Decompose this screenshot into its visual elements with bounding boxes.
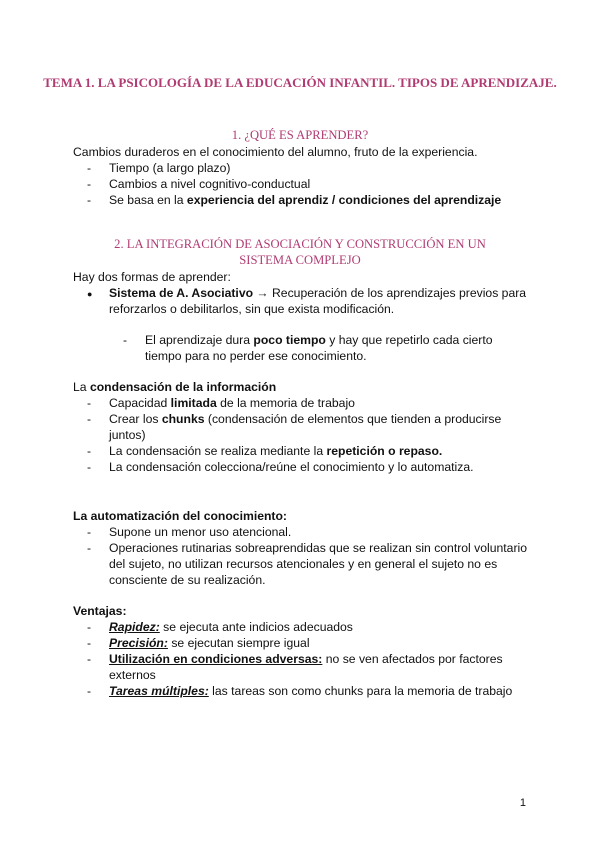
sub-text-post: y hay que repetirlo cada cierto <box>325 333 493 347</box>
list-item-line2: externos <box>109 668 156 682</box>
dash-marker: - <box>87 412 92 426</box>
list-item <box>87 411 501 427</box>
item-text: Cambios a nivel cognitivo-conductual <box>109 177 311 191</box>
sub-item <box>123 332 493 348</box>
cond-pre: La <box>73 380 90 394</box>
list-item <box>87 395 355 411</box>
dash-marker: - <box>87 525 92 539</box>
list-item <box>87 635 310 651</box>
sub-bold: poco tiempo <box>253 333 326 347</box>
item-text: las tareas son como chunks para la memoria de trabajo <box>208 684 513 698</box>
section-2-heading-line1: 2. LA INTEGRACIÓN DE ASOCIACIÓN Y CONSTRUCCIÓN EN UN <box>114 237 486 251</box>
bullet-text: → Recuperación de los aprendizajes previos para <box>253 286 527 300</box>
item-bold: limitada <box>170 396 217 410</box>
sub-item-line2: tiempo para no perder ese conocimiento. <box>145 349 367 363</box>
sub-text: El aprendizaje dura <box>145 333 254 347</box>
item-bold: repetición o repaso. <box>326 444 443 458</box>
list-item <box>87 651 503 667</box>
dash-marker: - <box>87 636 92 650</box>
section-1-heading: 1. ¿QUÉ ES APRENDER? <box>231 128 369 142</box>
list-item <box>87 160 230 176</box>
dash-marker: - <box>87 541 92 555</box>
item-text: La condensación colecciona/reúne el conocimiento y lo automatiza. <box>109 460 474 474</box>
item-text: no se ven afectados por factores <box>322 652 503 666</box>
item-text-post: (condensación de elementos que tienden a producirse <box>204 412 502 426</box>
item-text: Supone un menor uso atencional. <box>109 525 292 539</box>
page-number: 1 <box>519 797 526 809</box>
dash-marker: - <box>87 460 92 474</box>
advantages-heading <box>73 603 127 619</box>
dash-marker: - <box>87 684 92 698</box>
item-bold: chunks <box>161 412 205 426</box>
list-item <box>87 176 310 192</box>
automatization-heading <box>73 508 287 524</box>
section-1-intro: Cambios duraderos en el conocimiento del alumno, fruto de la experiencia. <box>73 145 478 159</box>
item-label: Tareas múltiples: <box>109 684 209 698</box>
bullet-bold: Sistema de A. Asociativo <box>109 286 254 300</box>
bullet-item <box>87 285 526 302</box>
dash-marker: - <box>123 333 128 347</box>
item-text: Tiempo (a largo plazo) <box>109 161 231 175</box>
list-item <box>87 683 512 699</box>
cond-bold: condensación de la información <box>89 380 277 394</box>
list-item-line2: del sujeto, no utilizan recursos atencionales y en general el sujeto no es <box>109 557 498 571</box>
list-item <box>87 619 353 635</box>
dash-marker: - <box>87 193 92 207</box>
bullet-marker: ● <box>87 289 93 299</box>
item-label: Utilización en condiciones adversas: <box>109 652 323 666</box>
item-text: se ejecutan siempre igual <box>167 636 310 650</box>
item-text: Se basa en la <box>109 193 187 207</box>
document-title: TEMA 1. LA PSICOLOGÍA DE LA EDUCACIÓN INFANTIL. TIPOS DE APRENDIZAJE. <box>43 75 557 90</box>
list-item <box>87 192 501 208</box>
item-label: Precisión: <box>109 636 168 650</box>
item-text: Crear los <box>109 412 162 426</box>
item-text: se ejecuta ante indicios adecuados <box>159 620 353 634</box>
bullet-item-line2: reforzarlos o debilitarlos, sin que exista modificación. <box>109 302 395 316</box>
dash-marker: - <box>87 396 92 410</box>
list-item-line3: consciente de su realización. <box>109 573 266 587</box>
list-item-line2: juntos) <box>109 428 146 442</box>
list-item <box>87 459 474 475</box>
list-item <box>87 443 442 459</box>
item-text: Capacidad <box>109 396 171 410</box>
list-item <box>87 524 291 540</box>
list-item <box>87 540 527 556</box>
dash-marker: - <box>87 620 92 634</box>
item-text-post: de la memoria de trabajo <box>216 396 355 410</box>
section-2-intro: Hay dos formas de aprender: <box>73 270 231 284</box>
item-label: Rapidez: <box>109 620 160 634</box>
section-2-heading-line2: SISTEMA COMPLEJO <box>239 253 361 267</box>
vent-bold: Ventajas: <box>73 604 127 618</box>
dash-marker: - <box>87 652 92 666</box>
auto-bold: La automatización del conocimiento: <box>73 509 287 523</box>
dash-marker: - <box>87 444 92 458</box>
dash-marker: - <box>87 161 92 175</box>
dash-marker: - <box>87 177 92 191</box>
item-bold: experiencia del aprendiz / condiciones del aprendizaje <box>186 193 502 207</box>
condensation-heading <box>73 379 276 395</box>
item-text: Operaciones rutinarias sobreaprendidas que se realizan sin control voluntario <box>109 541 527 555</box>
item-text: La condensación se realiza mediante la <box>109 444 327 458</box>
